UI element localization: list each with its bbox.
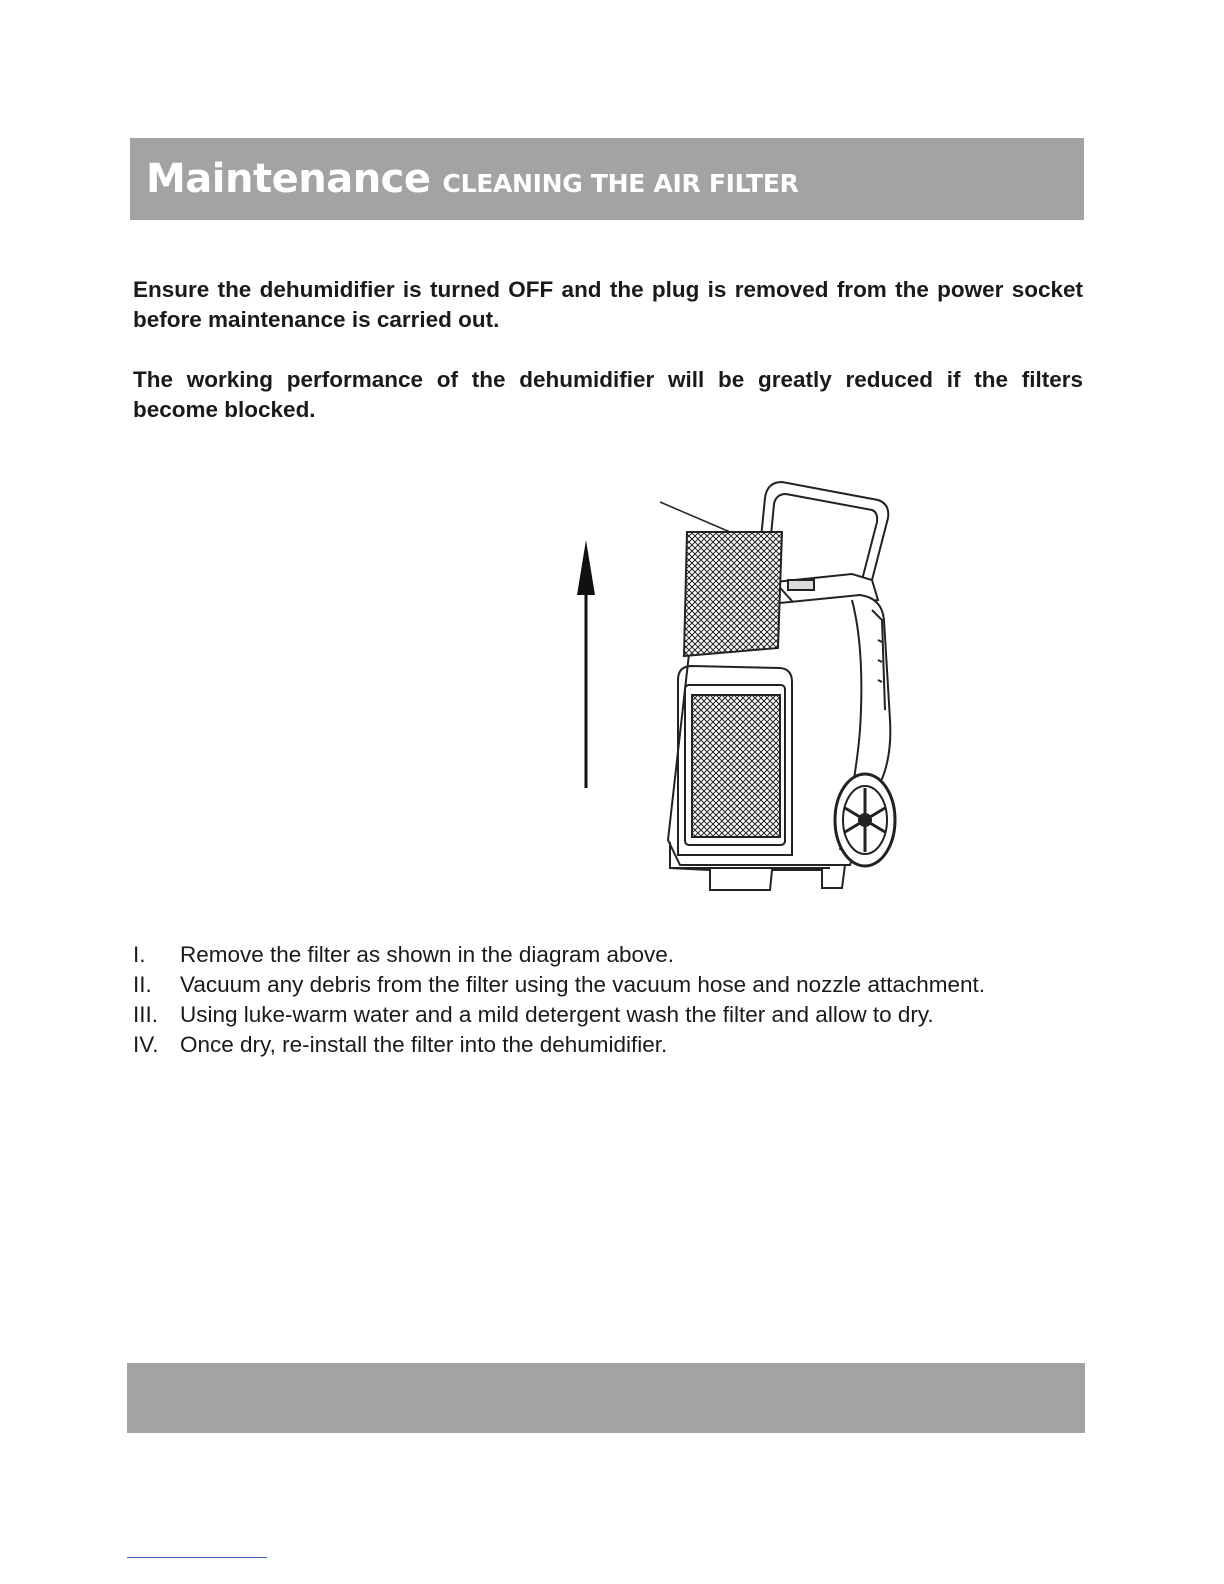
step-text: Once dry, re-install the filter into the dehumidifier.: [180, 1032, 668, 1057]
footer-band: [127, 1363, 1085, 1433]
step-number: III.: [133, 1002, 159, 1027]
list-item: [133, 970, 1093, 1000]
list-item: [133, 1000, 1093, 1030]
step-text: Vacuum any debris from the filter using the vacuum hose and nozzle attachment.: [180, 972, 986, 997]
air-filter-illustration: [660, 502, 782, 656]
header-band: [130, 138, 1084, 220]
step-number: IV.: [133, 1032, 159, 1057]
step-number: II.: [133, 972, 152, 997]
warning-filter-blocked: The working performance of the dehumidifier will be greatly reduced if the filters become blocked.: [133, 367, 1083, 422]
filter-removal-diagram: [560, 470, 920, 900]
page-title: Maintenance: [146, 156, 431, 202]
step-text: Remove the filter as shown in the diagram above.: [180, 942, 675, 967]
step-number: I.: [133, 942, 146, 967]
footer-rule: [127, 1557, 267, 1558]
page-subtitle: CLEANING THE AIR FILTER: [442, 168, 799, 198]
step-text: Using luke-warm water and a mild detergent wash the filter and allow to dry.: [180, 1002, 934, 1027]
up-arrow-icon: [577, 540, 595, 788]
list-item: [133, 1030, 1093, 1060]
list-item: [133, 940, 1093, 970]
warning-power-off: Ensure the dehumidifier is turned OFF and the plug is removed from the power socket before maintenance is carried out.: [133, 277, 1083, 332]
maintenance-steps: [133, 940, 1093, 1060]
